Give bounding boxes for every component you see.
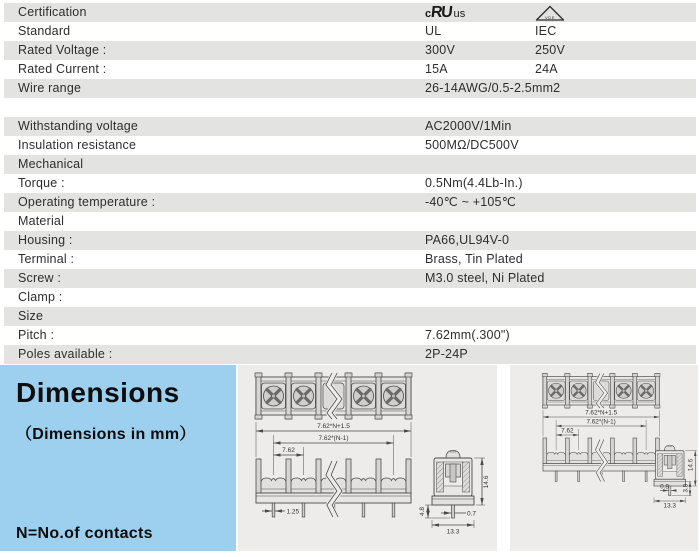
vde-logo bbox=[535, 5, 565, 22]
table-row: Terminal : Brass, Tin Plated bbox=[18, 252, 523, 266]
table-row: Torque : 0.5Nm(4.4Lb-In.) bbox=[18, 176, 523, 190]
dim-height: 14.6 bbox=[687, 458, 695, 472]
vde-text: VDE bbox=[544, 14, 556, 20]
dim-height: 14.6 bbox=[483, 475, 490, 489]
dim-pin-length: 3.8 bbox=[682, 483, 690, 493]
table-row: Insulation resistance 500MΩ/DC500V bbox=[18, 138, 519, 152]
dimensions-title: Dimensions bbox=[16, 377, 180, 408]
row-label: Certification bbox=[18, 5, 87, 19]
table-row-spacer bbox=[4, 98, 696, 117]
dim-pin-width: 1.25 bbox=[286, 508, 300, 516]
dim-center-span: 7.62*(N-1) bbox=[586, 418, 616, 426]
front-view bbox=[543, 438, 659, 482]
dimensions-section bbox=[0, 365, 700, 551]
side-view bbox=[654, 445, 686, 496]
dim-depth: 13.3 bbox=[446, 528, 460, 536]
dim-pitch: 7.62 bbox=[282, 447, 295, 454]
contacts-note: N=No.of contacts bbox=[16, 525, 153, 542]
technical-drawing-2 bbox=[510, 365, 698, 551]
technical-drawing-1 bbox=[238, 365, 497, 551]
table-row: Housing : PA66,UL94V-0 bbox=[4, 231, 696, 250]
table-row: Mechanical bbox=[4, 155, 696, 174]
dim-pin-thickness: 0.7 bbox=[467, 510, 477, 518]
table-row bbox=[4, 3, 696, 22]
top-view bbox=[542, 374, 660, 409]
table-row: Pitch : 7.62mm(.300") bbox=[18, 328, 510, 342]
dim-center-span: 7.62*(N-1) bbox=[318, 435, 349, 442]
table-row: Material bbox=[18, 214, 65, 228]
front-view bbox=[256, 459, 411, 517]
dim-pin-thickness: 0.8 bbox=[660, 483, 669, 491]
table-row: Poles available : 2P-24P bbox=[4, 345, 696, 364]
table-row: Operating temperature : -40℃ ~ +105℃ bbox=[4, 193, 696, 212]
table-row: Wire range 26-14AWG/0.5-2.5mm2 bbox=[4, 79, 696, 98]
table-row: Rated Current : 15A 24A bbox=[18, 62, 558, 76]
dim-pin-length: 4.8 bbox=[419, 506, 426, 517]
table-row: Size bbox=[4, 307, 696, 326]
dim-total-width: 7.62*N+1.5 bbox=[585, 409, 618, 417]
table-row: Clamp : bbox=[18, 290, 63, 304]
top-view bbox=[255, 373, 412, 419]
table-row: Rated Voltage : 300V 250V bbox=[4, 41, 696, 60]
cul-us-logo: c RU us bbox=[425, 4, 466, 21]
side-view bbox=[432, 451, 477, 519]
dim-depth: 13.3 bbox=[663, 502, 676, 510]
dimensions-subtitle: （Dimensions in mm） bbox=[16, 426, 196, 443]
drawing-panel-2 bbox=[510, 365, 698, 551]
dimensions-header-panel bbox=[0, 365, 236, 551]
dim-total-width: 7.62*N+1.5 bbox=[317, 423, 350, 430]
drawing-panel-1 bbox=[238, 365, 497, 551]
table-row: Standard UL IEC bbox=[18, 24, 557, 38]
table-row: Withstanding voltage AC2000V/1Min bbox=[4, 117, 696, 136]
table-row: Screw : M3.0 steel, Ni Plated bbox=[4, 269, 696, 288]
dim-pitch: 7.62 bbox=[561, 427, 574, 435]
